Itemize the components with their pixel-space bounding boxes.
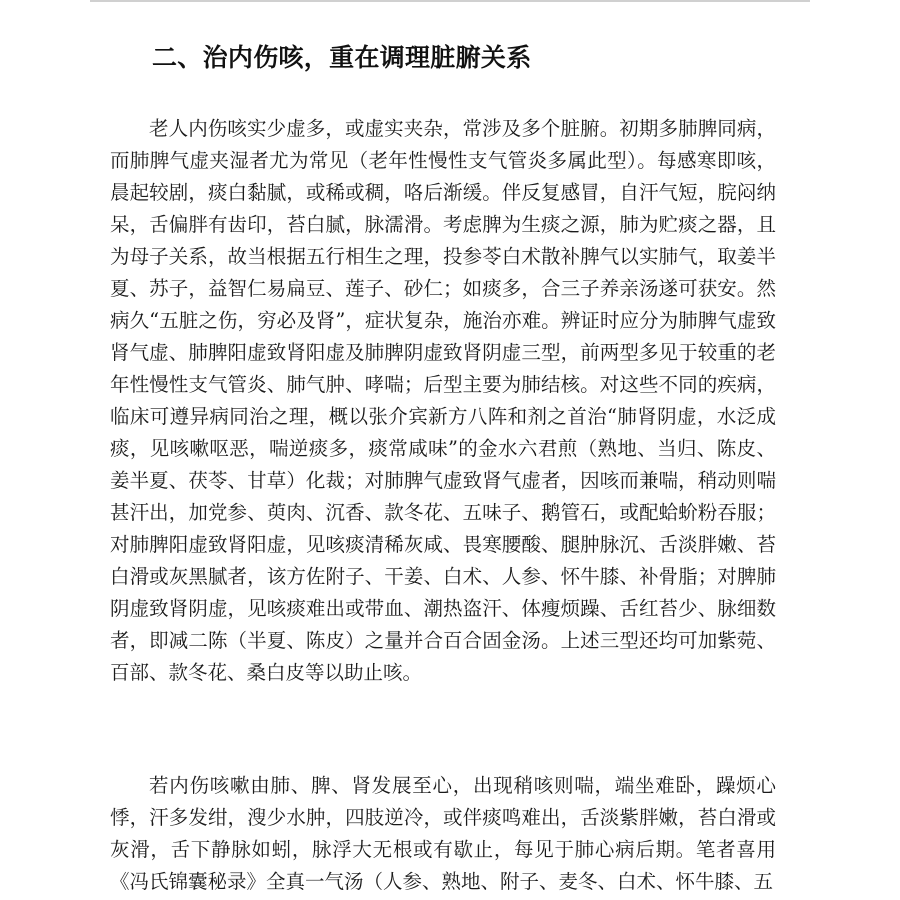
top-edge-rule bbox=[90, 0, 810, 2]
body-paragraph-2: 若内伤咳嗽由肺、脾、肾发展至心，出现稍咳则喘，端坐难卧，躁烦心悸，汗多发绀，溲少水肿，四肢逆冷，或伴痰鸣难出，舌淡紫胖嫩，苔白滑或灰滑，舌下静脉如蚓，脉浮大无根或有歇止，每见于肺心病后期。笔者喜用《冯氏锦囊秘录》全真一气汤（人参、熟地、附子、麦冬、白术、怀牛膝、五 bbox=[110, 774, 776, 893]
body-paragraph-1: 老人内伤咳实少虚多，或虚实夹杂，常涉及多个脏腑。初期多肺脾同病，而肺脾气虚夹湿者尤为常见（老年性慢性支气管炎多属此型）。每感寒即咳，晨起较剧，痰白黏腻，或稀或稠，咯后渐缓。伴反复感冒，自汗气短，脘闷纳呆，舌偏胖有齿印，苔白腻，脉濡滑。考虑脾为生痰之源，肺为贮痰之器，且为母子关系，故当根据五行相生之理，投参苓白术散补脾气以实肺气，取姜半夏、苏子，益智仁易扁豆、莲子、砂仁；如痰多，合三子养亲汤遂可获安。然病久“五脏之伤，穷必及肾”，症状复杂，施治亦难。辨证时应分为肺脾气虚致肾气虚、肺脾阳虚致肾阳虚及肺脾阴虚致肾阴虚三型，前两型多见于较重的老年性慢性支气管炎、肺气肿、哮喘；后型主要为肺结核。对这些不同的疾病，临床可遵异病同治之理，概以张介宾新方八阵和剂之首治“肺肾阴虚，水泛成痰，见咳嗽呕恶，喘逆痰多，痰常咸味”的金水六君煎（熟地、当归、陈皮、姜半夏、茯苓、甘草）化裁；对肺脾气虚致肾气虚者，因咳而兼喘，稍动则喘甚汗出，加党参、萸肉、沉香、款冬花、五味子、鹅管石，或配蛤蚧粉吞服；对肺脾阳虚致肾阳虚，见咳痰清稀灰咸、畏寒腰酸、腿肿脉沉、舌淡胖嫩、苔白滑或灰黑腻者，该方佐附子、干姜、白术、人参、怀牛膝、补骨脂；对脾肺阴虚致肾阴虚，见咳痰难出或带血、潮热盗汗、体瘦烦躁、舌红苔少、脉细数者，即减二陈（半夏、陈皮）之量并合百合固金汤。上述三型还均可加紫菀、百部、款冬花、桑白皮等以助止咳。 bbox=[110, 117, 776, 684]
section-heading: 二、治内伤咳，重在调理脏腑关系 bbox=[152, 43, 532, 72]
